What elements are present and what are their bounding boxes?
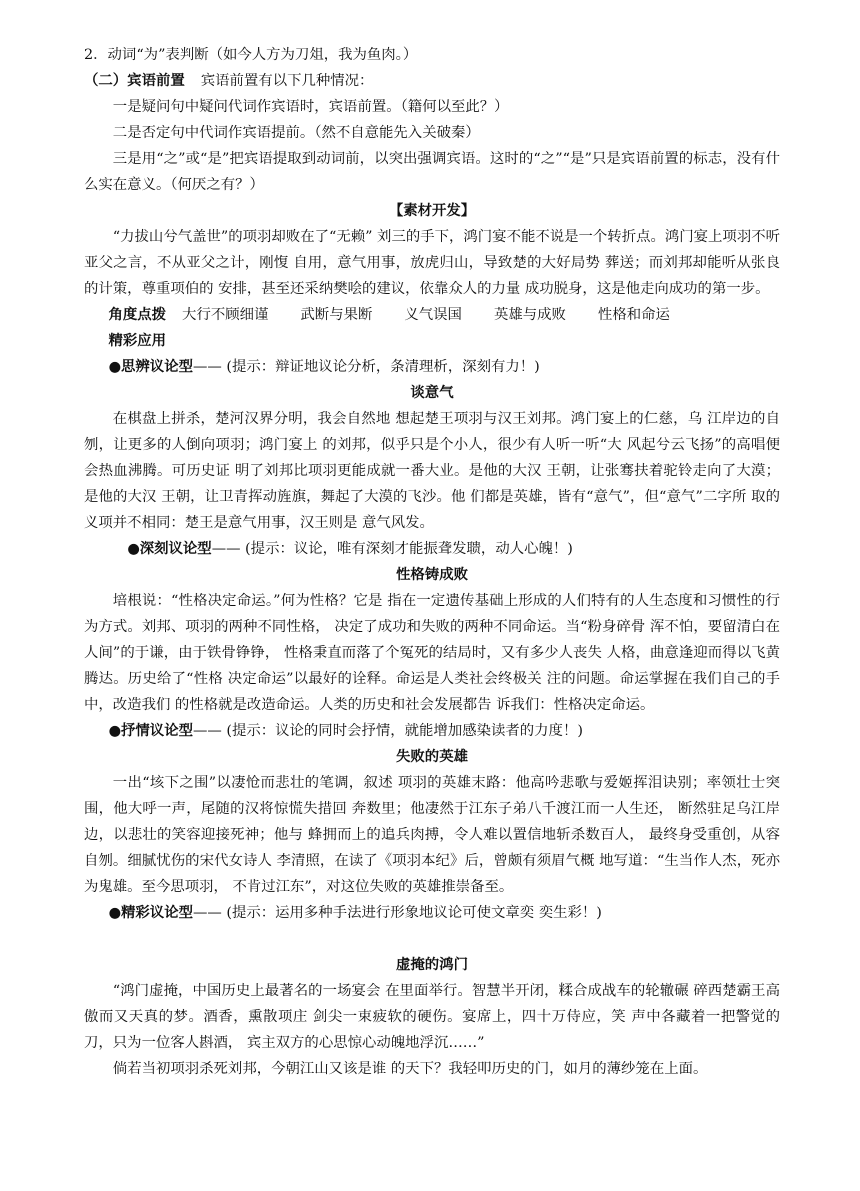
essay-body: “鸿门虚掩，中国历史上最著名的一场宴会 在里面举行。智慧半开闭，糅合成战车的轮辙碾 碎西楚霸王高傲而又天真的梦。酒香，熏散项庄 剑尖一束疲软的硬伤。宴席上，四十万侍应，笑 声中各藏着一把警觉的刀，只为一位客人斟酒， 宾主双方的心思惊心动魄地浮沉……” bbox=[84, 983, 780, 1051]
essay-body: 培根说：“性格决定命运。”何为性格？它是 指在一定遗传基础上形成的人们特有的人生态度和习惯性的行为方式。刘邦、项羽的两种不同性格， 决定了成功和失败的两种不同命运。当“粉身碎骨 浑不怕，要留清白在人间”的于谦，由于铁骨铮铮， 性格秉直而落了个冤死的结局时，又有多少人丧失 人格，曲意逢迎而得以飞黄腾达。历史给了“性格 决定命运”以最好的诠释。命运是人类社会终极关 注的问题。命运掌握在我们自己的手中，改造我们 的性格就是改造命运。人类的历史和社会发展都告 诉我们：性格决定命运。 bbox=[84, 593, 780, 713]
angle-item: 大行不顾细谨 bbox=[182, 307, 269, 323]
angle-item: 武断与果断 bbox=[300, 307, 373, 323]
angle-item: 英雄与成败 bbox=[493, 307, 566, 323]
essay-type-label: ●精彩议论型 bbox=[108, 905, 193, 921]
angle-item: 义气误国 bbox=[404, 307, 462, 323]
angles-row bbox=[84, 302, 780, 328]
angle-item: 性格和命运 bbox=[597, 307, 670, 323]
rule-3: 三是用“之”或“是”把宾语提取到动词前，以突出强调宾语。这时的“之”“是”只是宾语前置的标志，没有什么实在意义。（何厌之有？） bbox=[84, 151, 780, 193]
essay-hint: —— (提示：辩证地议论分析，条清理析，深刻有力！) bbox=[192, 359, 540, 375]
essay-type-label: ●思辨议论型 bbox=[108, 359, 193, 375]
essay-title: 虚掩的鸿门 bbox=[396, 957, 468, 973]
essay-hint: —— (提示：运用多种手法进行形象地议论可使文章奕 奕生彩！) bbox=[192, 905, 602, 921]
essay-body-continued: 倘若当初项羽杀死刘邦，今朝江山又该是谁 的天下？我轻叩历史的门，如月的薄纱笼在上面。 bbox=[112, 1061, 708, 1077]
document-page bbox=[84, 42, 780, 1082]
item-2-verb-wei: 2．动词“为”表判断（如今人方为刀俎，我为鱼肉。） bbox=[84, 47, 418, 63]
rule-2: 二是否定句中代词作宾语提前。（然不自意能先入关破秦） bbox=[112, 125, 480, 141]
apply-label: 精彩应用 bbox=[108, 333, 167, 349]
essay-title: 性格铸成败 bbox=[396, 567, 468, 583]
essay-hint: —— (提示：议论的同时会抒情，就能增加感染读者的力度！) bbox=[192, 723, 583, 739]
essay-body: 一出“垓下之围”以凄怆而悲壮的笔调，叙述 项羽的英雄末路：他高吟悲歌与爱姬挥泪诀别；率领壮士突围，他大呼一声，尾随的汉将惊慌失措回 奔数里；他凄然于江东子弟八千渡江而一人生还， 断然驻足乌江岸边，以悲壮的笑容迎接死神；他与 蜂拥而上的追兵肉搏，令人难以置信地斩杀数百人， 最终身受重创，从容自刎。细腻忧伤的宋代女诗人 李清照，在读了《项羽本纪》后，曾颇有须眉气概 地写道：“生当作人杰，死亦为鬼雄。至今思项羽， 不肯过江东”，对这位失败的英雄推崇备至。 bbox=[84, 775, 780, 895]
essay-type-label: ●深刻议论型 bbox=[127, 541, 212, 557]
essay-hint: —— (提示：议论，唯有深刻才能振聋发聩，动人心魄！) bbox=[211, 541, 573, 557]
angles-label: 角度点拨 bbox=[108, 307, 167, 323]
section-intro-text: 宾语前置有以下几种情况： bbox=[200, 73, 374, 89]
section-label: （二）宾语前置 bbox=[84, 73, 185, 89]
essay-type-label: ●抒情议论型 bbox=[108, 723, 193, 739]
section-object-preposing bbox=[84, 68, 780, 94]
essay-type-line bbox=[84, 354, 780, 380]
essay-title: 失败的英雄 bbox=[396, 749, 468, 765]
material-paragraph: “力拔山兮气盖世”的项羽却败在了“无赖” 刘三的手下，鸿门宴不能不说是一个转折点。鸿门宴上项羽不听亚父之言，不从亚父之计，刚愎 自用，意气用事，放虎归山，导致楚的大好局势 葬送；而刘邦却能听从张良的计策，尊重项伯的 安排，甚至还采纳樊哙的建议，依靠众人的力量 成功脱身，这是他走向成功的第一步。 bbox=[84, 229, 780, 297]
essay-type-line bbox=[84, 718, 780, 744]
essay-title: 谈意气 bbox=[410, 385, 454, 401]
rule-1: 一是疑问句中疑问代词作宾语时，宾语前置。（籍何以至此？） bbox=[112, 99, 509, 115]
material-heading: 【素材开发】 bbox=[388, 203, 476, 219]
essay-type-line bbox=[84, 536, 780, 562]
essay-body: 在棋盘上拼杀，楚河汉界分明，我会自然地 想起楚王项羽与汉王刘邦。鸿门宴上的仁慈，乌 江岸边的自刎，让更多的人倒向项羽；鸿门宴上 的刘邦，似乎只是个小人，很少有人听一听“大 风起兮云飞扬”的高唱便会热血沸腾。可历史证 明了刘邦比项羽更能成就一番大业。是他的大汉 王朝，让张骞扶着驼铃走向了大漠；是他的大汉 王朝，让卫青挥动旌旗，舞起了大漠的飞沙。他 们都是英雄，皆有“意气”，但“意气”二字所 取的义项并不相同：楚王是意气用事，汉王则是 意气风发。 bbox=[84, 411, 780, 531]
essay-type-line bbox=[84, 900, 780, 926]
